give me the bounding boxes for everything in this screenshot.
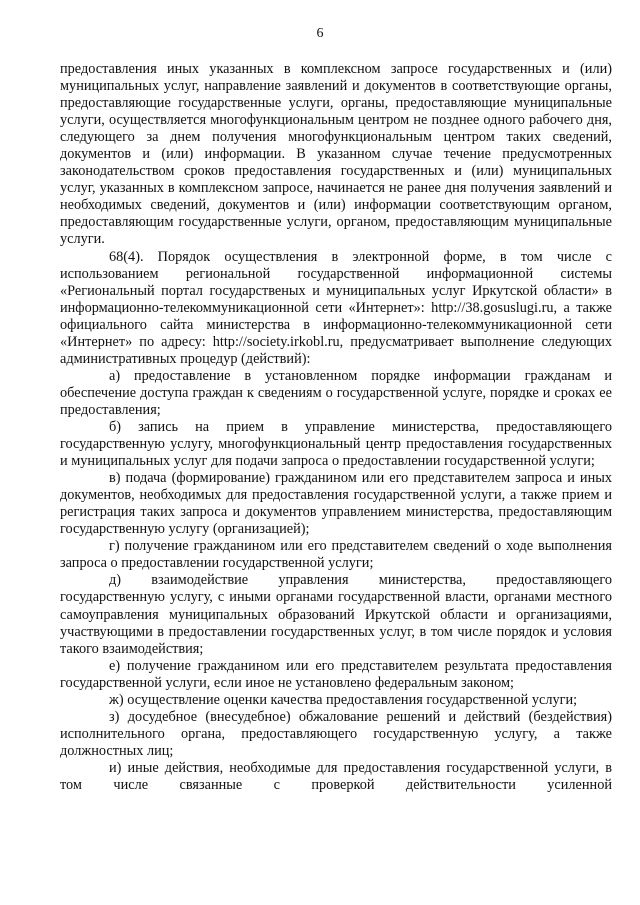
list-item-d: д) взаимодействие управления министерства, предоставляющего государственную услугу, с иными органами государственной власти, органами местного самоуправления муниципальных образований Иркутской области и организациями, участвующими в предоставлении государственных услуг, в том числе порядок и условия такого взаимодействия; [60, 572, 612, 657]
list-item-g: г) получение гражданином или его представителем сведений о ходе выполнения запроса о предоставлении государственной услуги; [60, 538, 612, 572]
document-body [60, 61, 612, 794]
list-item-i: и) иные действия, необходимые для предоставления государственной услуги, в том числе связанные с проверкой действительности усиленной [60, 759, 612, 793]
paragraph-continuation: предоставления иных указанных в комплексном запросе государственных и (или) муниципальных услуг, направление заявлений и документов в соответствующие органы, предоставляющие государственные услуги, органы, предоставляющие муниципальные услуги, осуществляется многофункциональным центром не позднее одного рабочего дня, следующего за днем получения многофункциональным центром таких сведений, документов и (или) информации. В указанном случае течение предусмотренных законодательством сроков предоставления государственных и (или) муниципальных услуг, указанных в комплексном запросе, начинается не ранее дня получения заявлений и необходимых сведений, документов и (или) информации соответствующим органом, предоставляющим государственные услуги, органом, предоставляющим муниципальные услуги. [60, 61, 612, 248]
paragraph-68-4: 68(4). Порядок осуществления в электронной форме, в том числе с использованием региональной государственной информационной системы «Региональный портал государственых и муниципальных услуг Иркутской области» в информационно-телекоммуникационной сети «Интернет»: http://38.gosuslugi.ru, а также официального сайта министерства в информационно-телекоммуникационной сети «Интернет» по адресу: http://society.irkobl.ru, предусматривает выполнение следующих административных процедур (действий): [60, 248, 612, 367]
list-item-e: е) получение гражданином или его представителем результата предоставления государственной услуги, если иное не установлено федеральным законом; [60, 657, 612, 691]
list-item-zh: ж) осуществление оценки качества предоставления государственной услуги; [109, 691, 578, 708]
list-item-a: а) предоставление в установленном порядке информации гражданам и обеспечение доступа граждан к сведениям о государственной услуге, порядке и сроках ее предоставления; [60, 367, 612, 418]
list-item-v: в) подача (формирование) гражданином или его представителем запроса и иных документов, необходимых для предоставления государственной услуги, а также прием и регистрация таких запроса и документов управлением министерства, предоставляющим государственную услугу (организацией); [60, 470, 612, 538]
list-item-z: з) досудебное (внесудебное) обжалование решений и действий (бездействия) исполнительного органа, предоставляющего государственную услугу, а также должностных лиц; [60, 708, 612, 759]
page-number: 6 [316, 26, 324, 41]
list-item-b: б) запись на прием в управление министерства, предоставляющего государственную услугу, многофункциональный центр предоставления государственных и муниципальных услуг для подачи запроса о предоставлении государственной услуги; [60, 418, 612, 470]
